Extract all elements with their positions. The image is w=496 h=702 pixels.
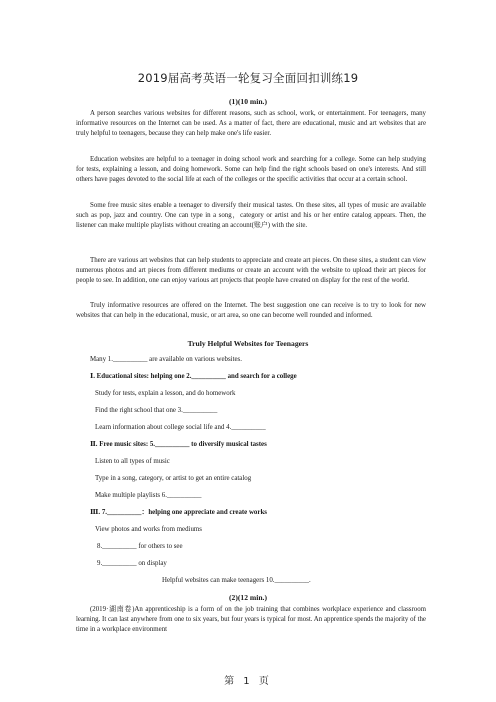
section2-passage: (2019·湖南卷)An apprenticeship is a form of on the job training that combines workplace experience and classroom learning. It can last anywhere from one to six years, but four years is typical for most. An apprentice spends the majority of the time in a workplace environment <box>76 606 426 633</box>
outline-title: Truly Helpful Websites for Teenagers <box>187 339 309 348</box>
outline-item: View photos and works from mediums <box>95 526 202 533</box>
outline-section-1: Ⅰ. Educational sites: helping one 2.__________ and search for a college <box>90 373 297 380</box>
outline-section-2: Ⅱ. Free music sites: 5.__________ to diversify musical tastes <box>90 441 267 448</box>
outline-item: Type in a song, category, or artist to get an entire catalog <box>95 475 252 482</box>
outline-item: Find the right school that one 3.__________ <box>95 407 218 414</box>
section1-header: (1)(10 min.) <box>229 97 267 106</box>
outline-item: Study for tests, explain a lesson, and do homework <box>95 390 236 397</box>
outline-item: 9.__________ on display <box>97 560 167 567</box>
paragraph-3: Some free music sites enable a teenager to diversify their musical tastes. On these sites, all types of music are available such as pop, jazz and country. One can type in a song，category or artist and his or her entire catalog appears. Then, the listener can make multiple playlists without creating an account(账户) with the site. <box>76 202 426 229</box>
paragraph-4: There are various art websites that can help students to appreciate and create art pieces. On these sites, a student can view numerous photos and art pieces from different mediums or create an account with the website to upload their art pieces for people to see. In addition, one can enjoy various art projects that people have created on display for the rest of the world. <box>76 257 426 284</box>
outline-item: 8.__________ for others to see <box>97 543 183 550</box>
outline-section-3: Ⅲ. 7.__________：helping one appreciate and create works <box>90 509 267 516</box>
outline-intro: Many 1.__________ are available on various websites. <box>90 356 242 363</box>
document-title: 2019届高考英语一轮复习全面回扣训练19 <box>137 71 359 85</box>
outline-item: Make multiple playlists 6.__________ <box>95 492 202 499</box>
outline-conclusion: Helpful websites can make teenagers 10.__________. <box>162 577 311 584</box>
section2-header: (2)(12 min.) <box>229 593 267 602</box>
paragraph-5: Truly informative resources are offered on the Internet. The best suggestion one can receive is to try to look for new websites that can help in the educational, music, or art area, so one can become well rounded and informed. <box>76 302 426 319</box>
outline-item: Learn information about college social life and 4.__________ <box>95 424 266 431</box>
page-number: 第 1 页 <box>224 676 272 687</box>
paragraph-2: Education websites are helpful to a teenager in doing school work and searching for a college. Some can help studying for tests, explaining a lesson, and doing homework. Some can help find the right schools based on one's interests. And still others have pages devoted to the social life at each of the colleges or the specific activities that occur at a certain school. <box>76 156 426 183</box>
paragraph-1: A person searches various websites for different reasons, such as school, work, or entertainment. For teenagers, many informative resources on the Internet can be used. As a matter of fact, there are educational, music and art websites that are truly helpful to teenagers, because they can help make one's life easier. <box>76 110 426 137</box>
outline-item: Listen to all types of music <box>95 458 170 465</box>
